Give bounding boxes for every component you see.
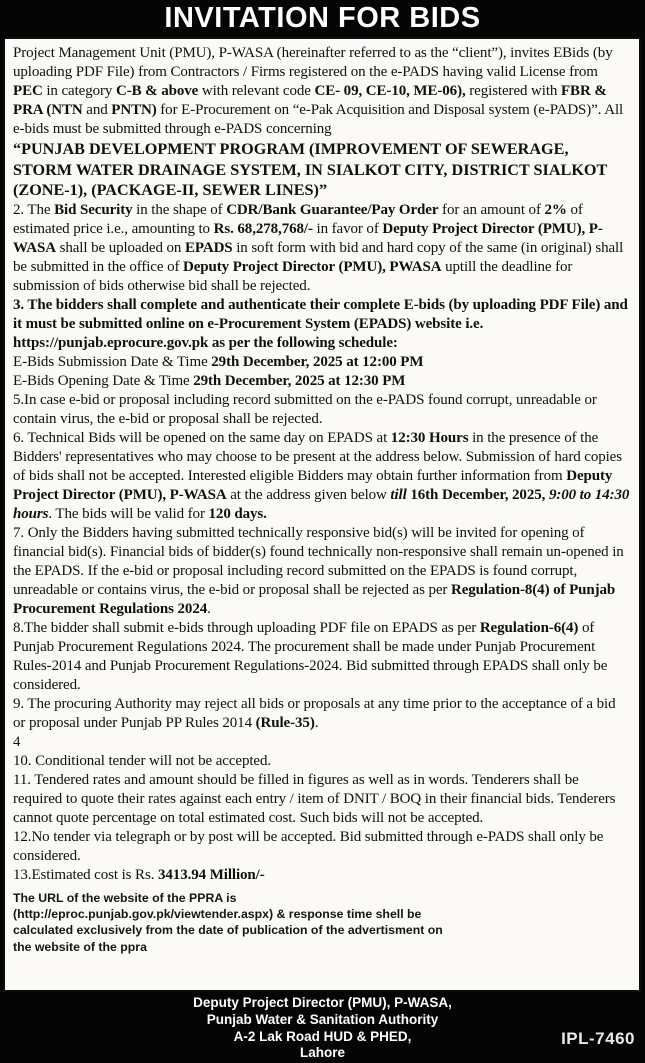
para-3-ebids: 3. The bidders shall complete and authenticate their complete E-bids (by uploading PDF File) and it must be submitted online on e-Procurement System (EPADS) website i.e. https://punjab.eprocure.gov.pk as per the following schedule: <box>13 296 628 351</box>
para-11-tendered-rates: 11. Tendered rates and amount should be filled in figures as well as in words. Tenderers shall be required to quote their rates against each entry / item of DNIT / BOQ in their financial bids. Tenderers cannot quote percentage on total estimated cost. Such bids will not be accepted. <box>13 771 616 826</box>
footer-address-line: Punjab Water & Sanitation Authority <box>206 1011 439 1027</box>
para-8-regulation: 8.The bidder shall submit e-bids through uploading PDF file on EPADS as per Regulation-6(4) of Punjab Procurement Regulations 2024. The procurement shall be made under Punjab Procurement Rules-2014 and Punjab Procurement Regulations-2024. Bid submitted through EPADS shall only be considered. <box>13 619 608 693</box>
para-4-stray: 4 <box>13 733 21 750</box>
title-bar <box>0 0 645 37</box>
para-7-responsive-bids: 7. Only the Bidders having submitted technically responsive bid(s) will be invited for opening of financial bid(s). Financial bids of bidder(s) found technically non-responsive shall remain un-opened in the EPADS. If the e-bid or proposal including record submitted on the EPADS is found corrupt, unreadable or contains virus, the e-bid or proposal shall be rejected as per Regulation-8(4) of Punjab Procurement Regulations 2024. <box>13 524 624 617</box>
footer-address-line: A-2 Lak Road HUD & PHED, <box>233 1028 412 1044</box>
para-1-intro: Project Management Unit (PMU), P-WASA (hereinafter referred to as the “client”), invites EBids (by uploading PDF File) from Contractors / Firms registered on the e-PADS having valid License from PEC in category C-B & above with relevant code CE- 09, CE-10, ME-06), registered with FBR & PRA (NTN and PNTN) for E-Procurement on “e-Pak Acquisition and Disposal system (e-PADS)”. All e-bids must be submitted through e-PADS concerning <box>13 45 624 137</box>
para-6-technical-bids: 6. Technical Bids will be opened on the same day on EPADS at 12:30 Hours in the presence of the Bidders' representatives who may choose to be present at the address below. Submission of hard copies of bids shall not be accepted. Interested eligible Bidders may obtain further information from Deputy Project Director (PMU), P-WASA at the address given below till 16th December, 2025, 9:00 to 14:30 hours. The bids will be valid for 120 days. <box>13 429 630 522</box>
para-2-bid-security: 2. The Bid Security in the shape of CDR/Bank Guarantee/Pay Order for an amount of 2% of estimated price i.e., amounting to Rs. 68,278,768/- in favor of Deputy Project Director (PMU), P-WASA shall be uploaded on EPADS in soft form with bid and hard copy of the same (in original) shall be submitted in the office of Deputy Project Director (PMU), PWASA uptill the deadline for submission of bids otherwise bid shall be rejected. <box>13 201 624 294</box>
ppra-url-footnote <box>13 890 630 956</box>
page-title: INVITATION FOR BIDS <box>164 2 481 34</box>
para-13-estimated-cost: 13.Estimated cost is Rs. 3413.94 Million/- <box>13 866 265 883</box>
para-5-corrupt-bid: 5.In case e-bid or proposal including record submitted on the e-PADS found corrupt, unreadable or contain virus, the e-bid or proposal shall be rejected. <box>13 391 597 427</box>
footer-address <box>0 995 645 1062</box>
notice-body <box>3 37 641 992</box>
para-3-submission-schedule: E-Bids Submission Date & Time 29th December, 2025 at 12:00 PM <box>13 353 424 370</box>
footer-address-line: Lahore <box>299 1045 345 1061</box>
footer-address-line: Deputy Project Director (PMU), P-WASA, <box>193 995 452 1010</box>
advertisement-ref: IPL-7460 <box>561 1029 635 1048</box>
para-3-opening-schedule: E-Bids Opening Date & Time 29th December, 2025 at 12:30 PM <box>13 372 406 389</box>
para-1-project-title: “PUNJAB DEVELOPMENT PROGRAM (IMPROVEMENT OF SEWERAGE, STORM WATER DRAINAGE SYSTEM, IN SIALKOT CITY, DISTRICT SIALKOT (ZONE-1), (PACKAGE-II, SEWER LINES)” <box>13 140 608 199</box>
footer-bar <box>0 992 645 1063</box>
para-10-conditional: 10. Conditional tender will not be accepted. <box>13 752 272 769</box>
footnote-line: the website of the ppra <box>13 939 147 954</box>
para-9-rejection: 9. The procuring Authority may reject all bids or proposals at any time prior to the acceptance of a bid or proposal under Punjab PP Rules 2014 (Rule-35). <box>13 695 616 731</box>
footnote-line: (http://eproc.punjab.gov.pk/viewtender.aspx) & response time shell be <box>13 906 422 921</box>
footnote-line: calculated exclusively from the date of publication of the advertisment on <box>13 923 443 938</box>
para-12-no-telegraph: 12.No tender via telegraph or by post will be accepted. Bid submitted through e-PADS shall only be considered. <box>13 828 604 864</box>
footnote-line: The URL of the website of the PPRA is <box>13 890 237 905</box>
